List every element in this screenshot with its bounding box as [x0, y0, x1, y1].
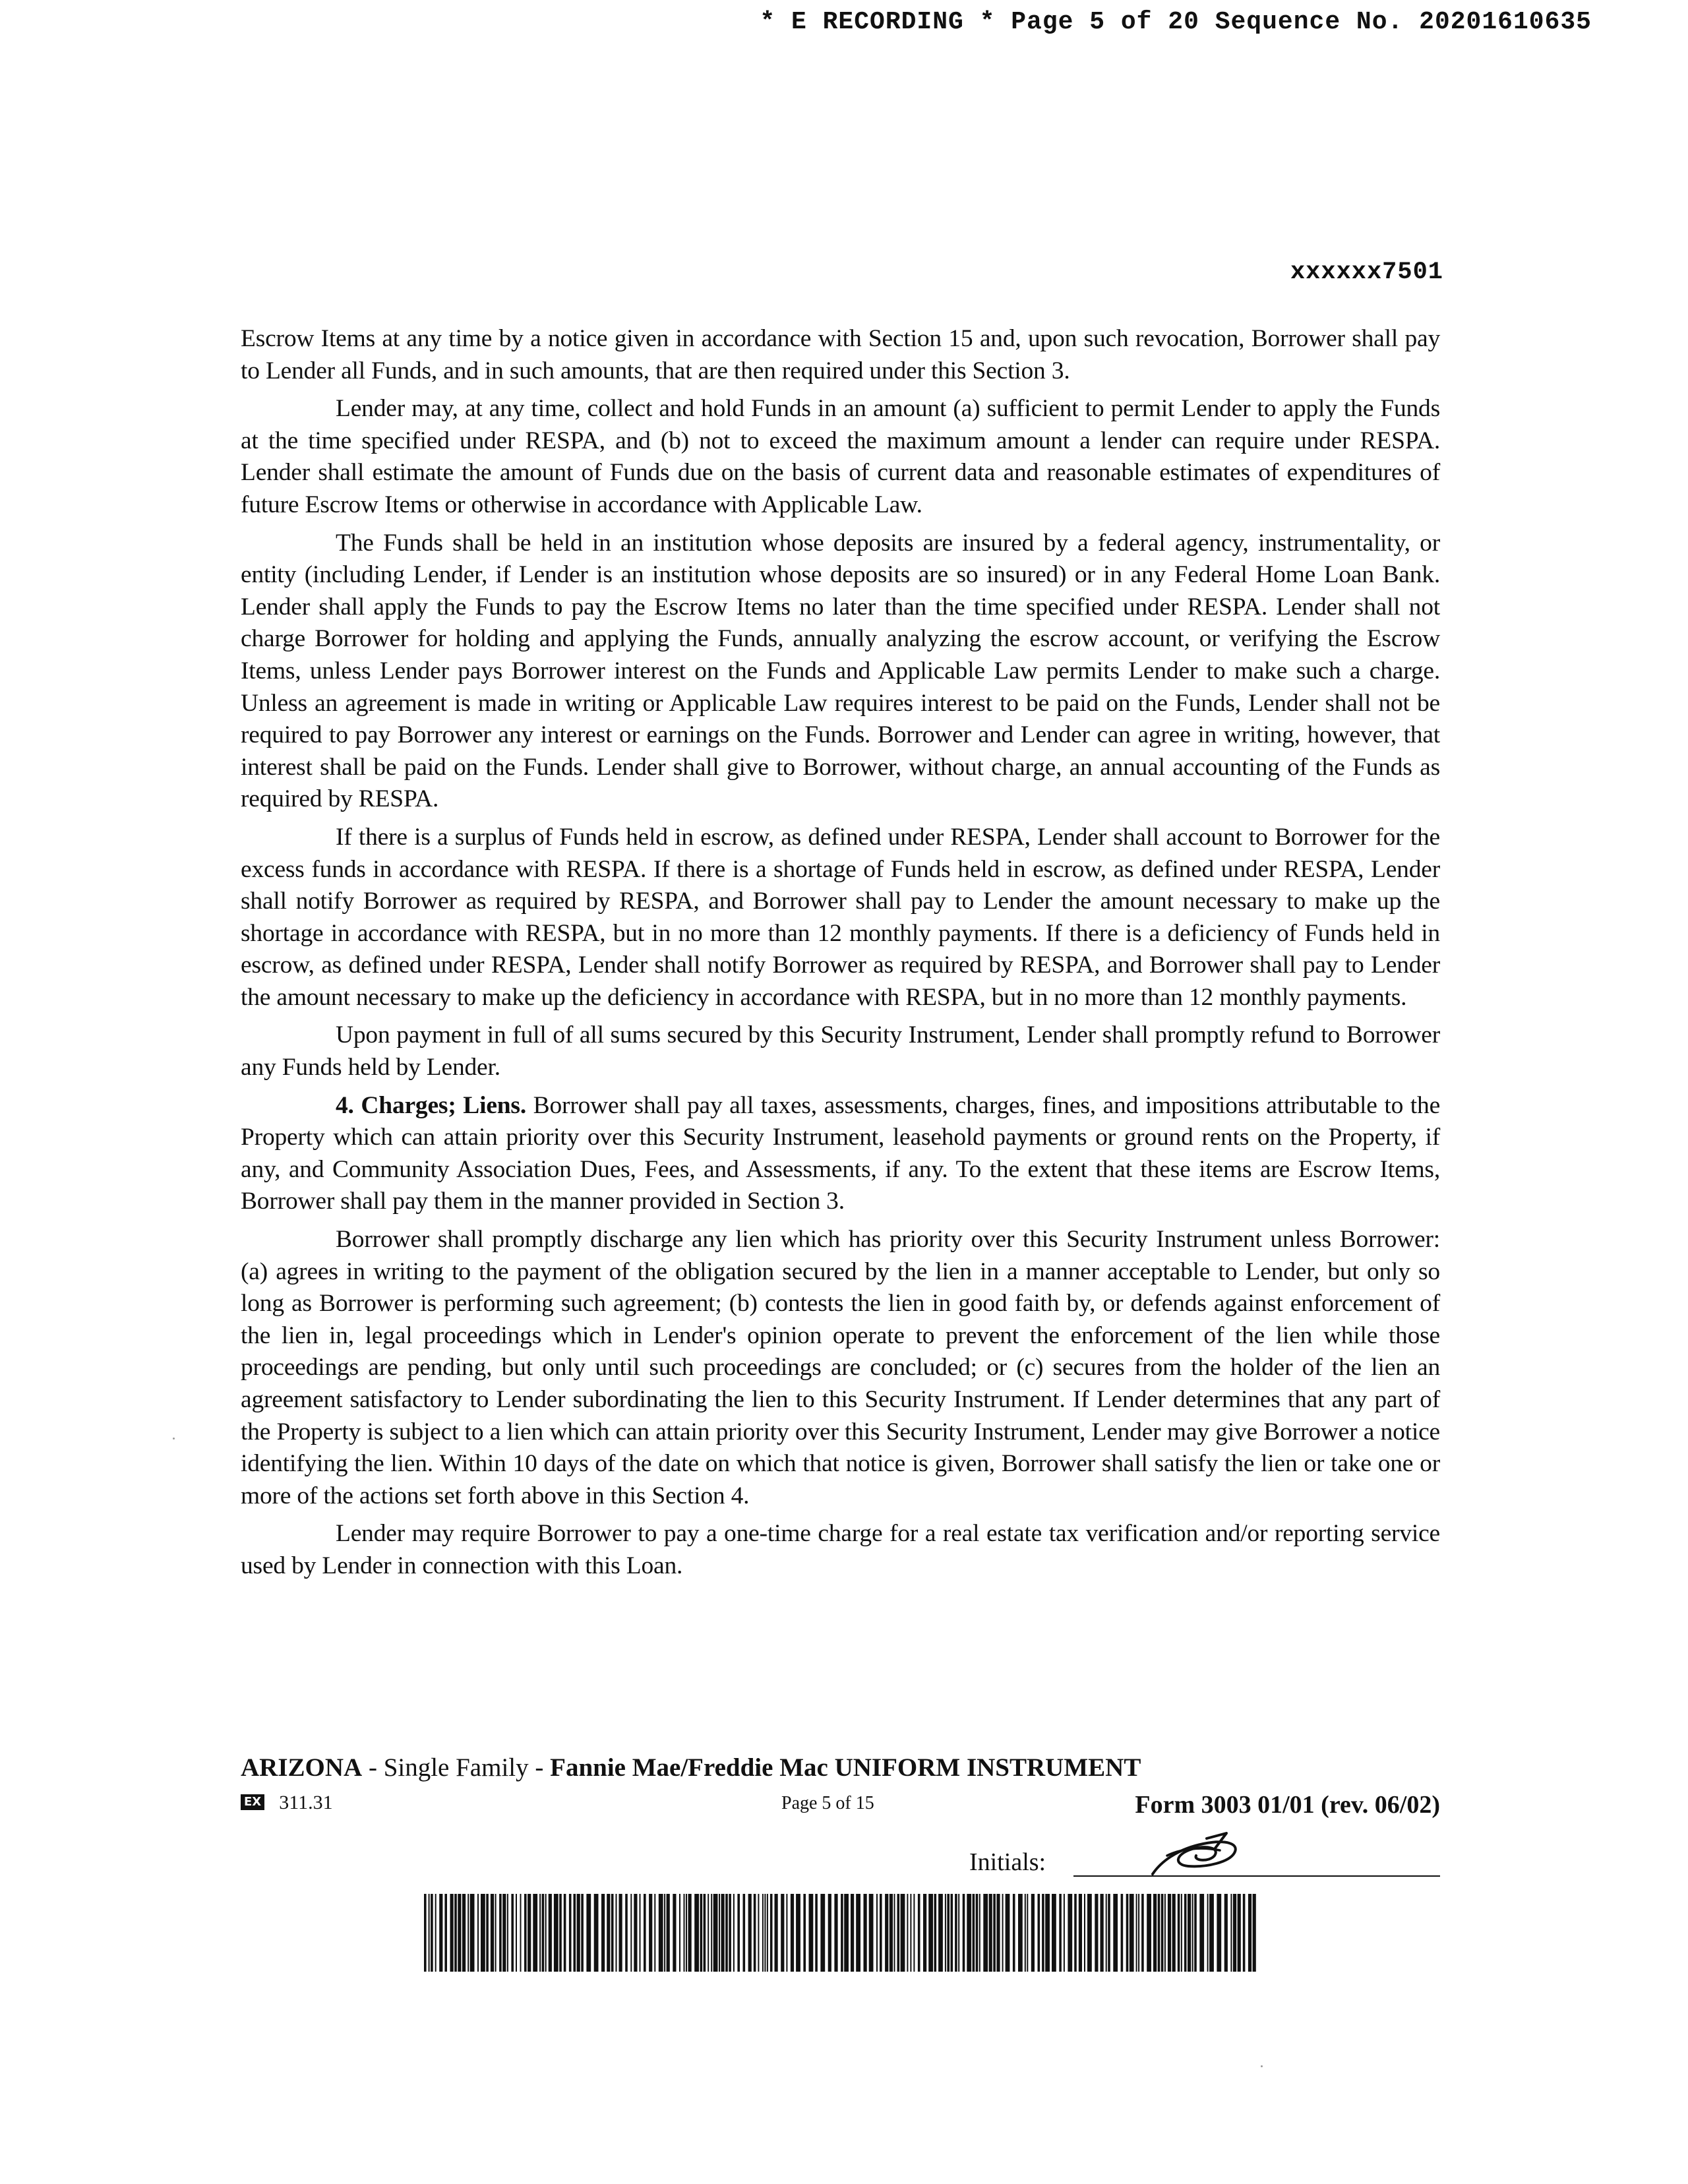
- barcode-bar: [1106, 1894, 1107, 1972]
- initials-line: [1073, 1875, 1440, 1877]
- paragraph-text: Lender may, at any time, collect and hold Funds in an amount (a) sufficient to permit Lender to apply the Funds at the time specified under RESPA, and (b) not to exceed the maximum amount a lender can require under RESPA. Lender shall estimate the amount of Funds due on the basis of current data and reasonable estimates of expenditures of future Escrow Items or otherwise in accordance with Applicable Law.: [241, 395, 1440, 518]
- barcode-bar: [1025, 1894, 1026, 1972]
- barcode-bar: [1207, 1894, 1209, 1972]
- barcode-bar: [955, 1894, 957, 1972]
- form-code: [241, 1792, 333, 1814]
- barcode-bar: [619, 1894, 622, 1972]
- barcode-bar: [876, 1894, 878, 1972]
- paragraph: [241, 1019, 1440, 1083]
- barcode-bar: [644, 1894, 646, 1972]
- barcode-bar: [1178, 1894, 1180, 1972]
- barcode-bar: [851, 1894, 854, 1972]
- barcode-bar: [767, 1894, 768, 1972]
- barcode-bar: [1027, 1894, 1028, 1972]
- barcode-bar: [454, 1894, 457, 1972]
- barcode-bar: [928, 1894, 933, 1972]
- barcode-bar: [910, 1894, 911, 1972]
- footer-row: [241, 1789, 1440, 1822]
- barcode-bar: [574, 1894, 576, 1972]
- barcode-bar: [659, 1894, 663, 1972]
- barcode-bar: [947, 1894, 950, 1972]
- barcode-bar: [502, 1894, 506, 1972]
- barcode-bar: [1074, 1894, 1077, 1972]
- barcode-bar: [786, 1894, 787, 1972]
- barcode-bar: [524, 1894, 527, 1972]
- barcode-bar: [569, 1894, 572, 1972]
- footer-family: Single Family: [383, 1753, 529, 1782]
- barcode-bar: [907, 1894, 908, 1972]
- barcode-bar: [1002, 1894, 1004, 1972]
- barcode-bar: [640, 1894, 641, 1972]
- form-code-number: 311.31: [279, 1792, 333, 1813]
- barcode-bar: [444, 1894, 447, 1972]
- barcode-bar: [885, 1894, 888, 1972]
- barcode-bar: [743, 1894, 746, 1972]
- barcode-bar: [481, 1894, 485, 1972]
- barcode-bar: [856, 1894, 860, 1972]
- barcode-bar: [586, 1894, 591, 1972]
- barcode-bar: [1121, 1894, 1124, 1972]
- barcode-bar: [1248, 1894, 1251, 1972]
- barcode-bar: [993, 1894, 996, 1972]
- barcode-bar: [791, 1894, 794, 1972]
- barcode-bar: [989, 1894, 992, 1972]
- barcode-bar: [634, 1894, 637, 1972]
- barcode-bar: [796, 1894, 800, 1972]
- barcode-bar: [495, 1894, 497, 1972]
- paragraph: [241, 1090, 1440, 1218]
- barcode-bar: [667, 1894, 670, 1972]
- barcode-bar: [431, 1894, 433, 1972]
- footer-separator: -: [362, 1753, 384, 1782]
- scan-speck: [173, 1438, 175, 1440]
- barcode-bar: [1188, 1894, 1191, 1972]
- barcode-bar: [1018, 1894, 1023, 1972]
- barcode-bar: [758, 1894, 759, 1972]
- barcode-bar: [1141, 1894, 1144, 1972]
- barcode-bar: [601, 1894, 605, 1972]
- barcode-bar: [708, 1894, 709, 1972]
- barcode-bar: [1164, 1894, 1166, 1972]
- barcode-bar: [429, 1894, 430, 1972]
- barcode-bar: [958, 1894, 959, 1972]
- barcode-bar: [1209, 1894, 1214, 1972]
- barcode-bar: [450, 1894, 454, 1972]
- barcode-bar: [554, 1894, 558, 1972]
- barcode-bar: [520, 1894, 522, 1972]
- barcode-bar: [564, 1894, 566, 1972]
- barcode-bar: [607, 1894, 610, 1972]
- barcode-bar: [470, 1894, 475, 1972]
- paragraph-text: The Funds shall be held in an institution whose deposits are insured by a federal agency, instrumentality, or entity (including Lender, if Lender is an institution whose deposits are so insured) or in any Federal Home Loan Bank. Lender shall apply the Funds to pay the Escrow Items no later than the time specified under RESPA. Lender shall not charge Borrower for holding and applying the Funds, annually analyzing the escrow account, or verifying the Escrow Items, unless Lender pays Borrower interest on the Funds and Applicable Law permits Lender to make such a charge. Unless an agreement is made in writing or Applicable Law requires interest to be paid on the Funds, Lender shall not be required to pay Borrower any interest or earnings on the Funds. Borrower and Lender can agree in writing, however, that interest shall be paid on the Funds. Lender shall give to Borrower, without charge, an annual accounting of the Funds as required by RESPA.: [241, 529, 1440, 813]
- barcode-bar: [435, 1894, 437, 1972]
- barcode-bar: [1064, 1894, 1065, 1972]
- initials-label: Initials:: [969, 1848, 1046, 1876]
- paragraph: [241, 1224, 1440, 1512]
- barcode-bar: [649, 1894, 652, 1972]
- barcode-bar: [725, 1894, 728, 1972]
- barcode-bar: [1108, 1894, 1110, 1972]
- barcode-bar: [1158, 1894, 1160, 1972]
- barcode-bar: [951, 1894, 953, 1972]
- barcode-bar: [748, 1894, 752, 1972]
- form-number: Form 3003 01/01 (rev. 06/02): [1135, 1791, 1440, 1819]
- barcode-bar: [1059, 1894, 1062, 1972]
- barcode-bar: [945, 1894, 946, 1972]
- barcode-bar: [729, 1894, 731, 1972]
- barcode-bar: [1013, 1894, 1015, 1972]
- barcode-bar: [533, 1894, 537, 1972]
- barcode-bar: [679, 1894, 680, 1972]
- barcode-bar: [809, 1894, 814, 1972]
- barcode-bar: [664, 1894, 665, 1972]
- barcode-bar: [713, 1894, 718, 1972]
- barcode-bar: [894, 1894, 895, 1972]
- barcode-bar: [1079, 1894, 1082, 1972]
- barcode-bar: [1038, 1894, 1040, 1972]
- barcode-bar: [499, 1894, 502, 1972]
- paragraph: [241, 822, 1440, 1014]
- paragraph-text: Lender may require Borrower to pay a one-time charge for a real estate tax verification and/or reporting service used by Lender in connection with this Loan.: [241, 1520, 1440, 1579]
- footer-state: ARIZONA: [241, 1753, 363, 1782]
- barcode-bar: [491, 1894, 494, 1972]
- barcode-bar: [762, 1894, 764, 1972]
- barcode-bar: [1253, 1894, 1256, 1972]
- barcode-bar: [1113, 1894, 1118, 1972]
- barcode-bar: [1136, 1894, 1137, 1972]
- barcode-bar: [1181, 1894, 1182, 1972]
- document-body: [241, 323, 1440, 1589]
- paragraph-text: Escrow Items at any time by a notice given in accordance with Section 15 and, upon such revocation, Borrower shall pay to Lender all Funds, and in such amounts, that are then required under this Section 3.: [241, 325, 1440, 384]
- barcode-bar: [559, 1894, 562, 1972]
- barcode-bar: [542, 1894, 545, 1972]
- barcode-bar: [688, 1894, 692, 1972]
- footer-uniform-instrument: Fannie Mae/Freddie Mac UNIFORM INSTRUMENT: [550, 1753, 1141, 1782]
- paragraph: [241, 393, 1440, 521]
- barcode-bar: [1052, 1894, 1056, 1972]
- barcode-bar: [673, 1894, 676, 1972]
- barcode-bar: [1153, 1894, 1157, 1972]
- barcode-bar: [704, 1894, 706, 1972]
- barcode-bar: [1095, 1894, 1098, 1972]
- barcode-bar: [1172, 1894, 1176, 1972]
- barcode-bar: [625, 1894, 628, 1972]
- paragraph-text: Upon payment in full of all sums secured by this Security Instrument, Lender shall promptly refund to Borrower any Funds held by Lender.: [241, 1021, 1440, 1081]
- barcode-bar: [913, 1894, 915, 1972]
- paragraph-text: Borrower shall pay all taxes, assessments, charges, fines, and impositions attributable to the Property which can attain priority over this Security Instrument, leasehold payments or ground rents on the Property, if any, and Community Association Dues, Fees, and Assessments, if any. To the extent that these items are Escrow Items, Borrower shall pay them in the manner provided in Section 3.: [241, 1091, 1441, 1215]
- barcode-bar: [828, 1894, 831, 1972]
- initials-signature-icon: [1141, 1829, 1253, 1882]
- barcode-bar: [424, 1894, 427, 1972]
- barcode-bar: [841, 1894, 843, 1972]
- barcode-bar: [1238, 1894, 1241, 1972]
- barcode-bar: [775, 1894, 778, 1972]
- barcode-bar: [684, 1894, 685, 1972]
- barcode-bar: [996, 1894, 1000, 1972]
- barcode-bar: [737, 1894, 740, 1972]
- barcode-bar: [897, 1894, 900, 1972]
- recording-header: * E RECORDING * Page 5 of 20 Sequence No. 20201610635: [760, 8, 1592, 36]
- barcode-bar: [733, 1894, 735, 1972]
- barcode-bar: [815, 1894, 818, 1972]
- barcode-bar: [976, 1894, 979, 1972]
- barcode-bar: [477, 1894, 479, 1972]
- barcode-bar: [577, 1894, 580, 1972]
- barcode-bar: [1243, 1894, 1246, 1972]
- barcode-bar: [973, 1894, 975, 1972]
- barcode-bar: [467, 1894, 469, 1972]
- page-number: Page 5 of 15: [781, 1793, 874, 1813]
- barcode-bar: [1042, 1894, 1044, 1972]
- footer-title: [241, 1753, 1141, 1782]
- barcode-bar: [934, 1894, 937, 1972]
- barcode-bar: [1147, 1894, 1151, 1972]
- loan-number: xxxxxx7501: [1290, 258, 1443, 286]
- section-heading: 4. Charges; Liens.: [336, 1091, 526, 1119]
- barcode-bar: [539, 1894, 541, 1972]
- barcode-bar: [511, 1894, 514, 1972]
- paragraph-text: If there is a surplus of Funds held in escrow, as defined under RESPA, Lender shall account to Borrower for the excess funds in accordance with RESPA. If there is a shortage of Funds held in escrow, as defined under RESPA, Lender shall notify Borrower as required by RESPA, and Borrower shall pay to Lender the amount necessary to make up the shortage in accordance with RESPA, but in no more than 12 monthly payments. If there is a deficiency of Funds held in escrow, as defined under RESPA, Lender shall notify Borrower as required by RESPA, and Borrower shall pay to Lender the amount necessary to make up the deficiency in accordance with RESPA, but in no more than 12 monthly payments.: [241, 823, 1440, 1011]
- ex-logo-icon: EX: [241, 1794, 264, 1810]
- barcode-bar: [770, 1894, 773, 1972]
- barcode-bar: [1194, 1894, 1197, 1972]
- barcode-bar: [963, 1894, 965, 1972]
- barcode-bar: [781, 1894, 784, 1972]
- barcode-bar: [918, 1894, 920, 1972]
- barcode-bar: [1100, 1894, 1104, 1972]
- barcode-bar: [581, 1894, 584, 1972]
- paragraph: [241, 1518, 1440, 1582]
- barcode-bar: [803, 1894, 806, 1972]
- barcode-bar: [820, 1894, 825, 1972]
- barcode-bar: [486, 1894, 489, 1972]
- barcode-bar: [834, 1894, 837, 1972]
- barcode-bar: [458, 1894, 461, 1972]
- barcode-bar: [694, 1894, 699, 1972]
- barcode-bar: [1130, 1894, 1134, 1972]
- barcode-bar: [901, 1894, 905, 1972]
- barcode-bar: [1192, 1894, 1193, 1972]
- barcode-bar: [869, 1894, 874, 1972]
- barcode-bar: [1224, 1894, 1228, 1972]
- barcode-bar: [439, 1894, 442, 1972]
- barcode-bar: [1031, 1894, 1035, 1972]
- barcode-bar: [764, 1894, 766, 1972]
- barcode-bar: [967, 1894, 971, 1972]
- barcode-bar: [711, 1894, 712, 1972]
- barcode: [424, 1894, 1257, 1972]
- barcode-bar: [700, 1894, 703, 1972]
- barcode-bar: [594, 1894, 599, 1972]
- barcode-bar: [1233, 1894, 1236, 1972]
- barcode-bar: [1126, 1894, 1129, 1972]
- barcode-bar: [754, 1894, 756, 1972]
- barcode-bar: [528, 1894, 531, 1972]
- barcode-bar: [923, 1894, 926, 1972]
- scan-speck: [1261, 2065, 1263, 2067]
- barcode-bar: [719, 1894, 720, 1972]
- barcode-bar: [938, 1894, 943, 1972]
- footer-separator: -: [528, 1753, 551, 1782]
- barcode-bar: [1161, 1894, 1164, 1972]
- barcode-bar: [1138, 1894, 1139, 1972]
- initials-block: [969, 1841, 1440, 1881]
- barcode-bar: [1199, 1894, 1204, 1972]
- barcode-bar: [1217, 1894, 1221, 1972]
- barcode-bar: [1006, 1894, 1010, 1972]
- barcode-bar: [549, 1894, 552, 1972]
- paragraph-text: Borrower shall promptly discharge any lien which has priority over this Security Instrument unless Borrower: (a) agrees in writing to the payment of the obligation secured by the lien in a manner acceptable to Lender, but only so long as Borrower is performing such agreement; (b) contests the lien in good faith by, or defends against enforcement of the lien in, legal proceedings which in Lender's opinion operate to prevent the enforcement of the lien while those proceedings are pending, but only until such proceedings are concluded; or (c) secures from the holder of the lien an agreement satisfactory to Lender subordinating the lien to this Security Instrument. If Lender determines that any part of the Property is subject to a lien which can attain priority over this Security Instrument, Lender may give Borrower a notice identifying the lien. Within 10 days of the date on which that notice is given, Borrower shall satisfy the lien or take one or more of the actions set forth above in this Section 4.: [241, 1226, 1440, 1509]
- barcode-bar: [864, 1894, 867, 1972]
- barcode-bar: [516, 1894, 517, 1972]
- barcode-bar: [1068, 1894, 1072, 1972]
- barcode-bar: [844, 1894, 849, 1972]
- paragraph: [241, 323, 1440, 387]
- barcode-bar: [1045, 1894, 1050, 1972]
- barcode-bar: [1184, 1894, 1187, 1972]
- barcode-bar: [889, 1894, 893, 1972]
- barcode-bar: [462, 1894, 466, 1972]
- barcode-bar: [1168, 1894, 1171, 1972]
- paragraph: [241, 528, 1440, 816]
- barcode-bar: [1087, 1894, 1092, 1972]
- barcode-bar: [545, 1894, 547, 1972]
- barcode-bar: [654, 1894, 655, 1972]
- barcode-bar: [1084, 1894, 1085, 1972]
- barcode-bar: [983, 1894, 988, 1972]
- barcode-bar: [721, 1894, 725, 1972]
- barcode-bar: [611, 1894, 614, 1972]
- barcode-bar: [1230, 1894, 1232, 1972]
- barcode-bar: [630, 1894, 632, 1972]
- barcode-bar: [686, 1894, 687, 1972]
- barcode-bar: [979, 1894, 980, 1972]
- barcode-bar: [880, 1894, 882, 1972]
- barcode-bar: [507, 1894, 508, 1972]
- barcode-bar: [616, 1894, 617, 1972]
